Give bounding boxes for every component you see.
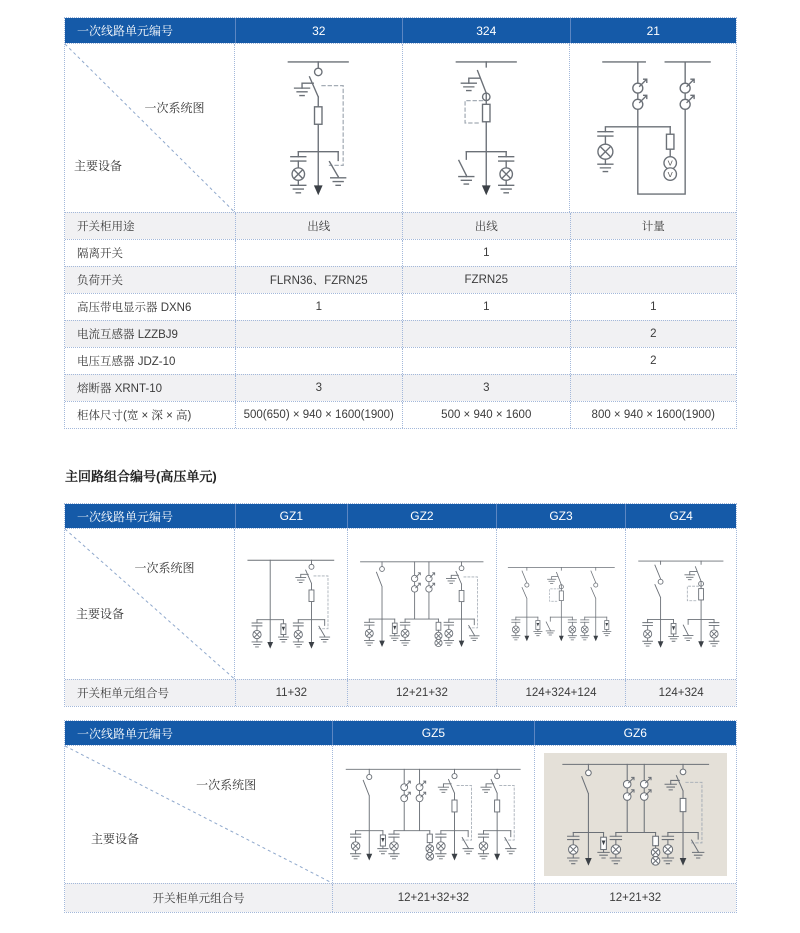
diagonal-line: [65, 746, 332, 883]
cell-value: FZRN25: [402, 267, 570, 293]
diagonal-split-header-cell: [65, 746, 332, 883]
circuit-diagram-gz6: [534, 746, 736, 883]
cell-value: [235, 321, 403, 347]
combo-value: 11+32: [235, 680, 348, 706]
table2-header-col-gz1: GZ1: [235, 504, 348, 528]
section-title: 主回路组合编号(高压单元): [65, 469, 217, 484]
diagonal-split-header-cell: [65, 529, 234, 679]
combo-value: 124+324: [625, 680, 736, 706]
row-label: 电流互感器 LZZBJ9: [77, 329, 178, 341]
table-row-load-switch: [65, 266, 736, 293]
circuit-diagram-gz4: [625, 529, 736, 679]
table3-combo-row: [65, 883, 736, 912]
row-label: 高压带电显示器 DXN6: [77, 302, 192, 314]
primary-system-diagram-label: 一次系统图: [144, 101, 205, 115]
row-label: 开关柜用途: [77, 221, 135, 233]
table-row-fuse: [65, 374, 736, 401]
circuit-diagram-gz1: [234, 529, 347, 679]
cell-value: 计量: [570, 213, 737, 239]
cell-value: [402, 321, 570, 347]
cell-value: 1: [402, 294, 570, 320]
combo-value: 12+21+32: [347, 680, 496, 706]
cell-value: 500(650) × 940 × 1600(1900): [235, 402, 403, 428]
row-label: 电压互感器 JDZ-10: [77, 356, 176, 368]
combo-row-label: 开关柜单元组合号: [152, 893, 245, 905]
svg-text:V: V: [668, 158, 674, 168]
cell-value: 1: [570, 294, 737, 320]
cell-value: [570, 375, 737, 401]
table2-header-row: [65, 504, 736, 528]
primary-system-diagram-label: 一次系统图: [196, 778, 257, 792]
table3-header-row: [65, 721, 736, 745]
diagonal-line: [65, 44, 234, 212]
cell-value: 500 × 940 × 1600: [402, 402, 570, 428]
table1-diagram-row: [65, 43, 736, 212]
cell-value: 2: [570, 321, 737, 347]
circuit-diagram-gz3: [496, 529, 626, 679]
cell-value: [402, 348, 570, 374]
table-row-current-transformer: [65, 320, 736, 347]
circuit-diagram-gz5: [332, 746, 533, 883]
row-label: 熔断器 XRNT-10: [77, 383, 162, 395]
main-equipment-label: 主要设备: [91, 832, 140, 846]
combo-table-gz1-gz4: [64, 503, 737, 707]
diagonal-split-header-cell: [65, 44, 234, 212]
table-row-cabinet-size: [65, 401, 736, 428]
table3-header-label: 一次线路单元编号: [65, 721, 332, 745]
cell-value: 2: [570, 348, 737, 374]
unit-spec-table: [64, 17, 737, 429]
table2-header-col-gz4: GZ4: [625, 504, 736, 528]
cell-value: 出线: [235, 213, 403, 239]
table1-header-col-21: 21: [570, 18, 737, 43]
cell-value: 3: [235, 375, 403, 401]
circuit-diagram-unit-21: [569, 44, 736, 212]
table3-header-col-gz6: GZ6: [534, 721, 736, 745]
table1-header-col-32: 32: [235, 18, 403, 43]
table3-diagram-row: [65, 745, 736, 883]
table1-header-label: 一次线路单元编号: [65, 18, 235, 43]
table2-combo-row: [65, 679, 736, 706]
table-row-isolator: [65, 239, 736, 266]
table1-header-col-324: 324: [402, 18, 570, 43]
combo-value: 124+324+124: [496, 680, 626, 706]
cell-value: 1: [402, 240, 570, 266]
cell-value: [570, 240, 737, 266]
combo-value: 12+21+32+32: [332, 884, 533, 912]
cell-value: [235, 240, 403, 266]
primary-system-diagram-label: 一次系统图: [134, 561, 195, 575]
circuit-diagram-gz2: [347, 529, 496, 679]
diagonal-line: [65, 529, 234, 679]
cell-value: FLRN36、FZRN25: [235, 267, 403, 293]
table2-header-label: 一次线路单元编号: [65, 504, 235, 528]
main-equipment-label: 主要设备: [74, 159, 123, 173]
table2-header-col-gz3: GZ3: [496, 504, 626, 528]
cell-value: [570, 267, 737, 293]
table1-header-row: [65, 18, 736, 43]
combo-table-gz5-gz6: [64, 720, 737, 913]
cell-value: 1: [235, 294, 403, 320]
table-row-voltage-indicator: [65, 293, 736, 320]
cell-value: [235, 348, 403, 374]
cell-value: 出线: [402, 213, 570, 239]
table2-header-col-gz2: GZ2: [347, 504, 496, 528]
row-label: 柜体尺寸(宽 × 深 × 高): [77, 410, 192, 422]
spacer: [64, 707, 737, 720]
table3-header-col-gz5: GZ5: [332, 721, 533, 745]
combo-row-label: 开关柜单元组合号: [77, 688, 169, 700]
circuit-diagram-unit-324: [402, 44, 570, 212]
row-label: 负荷开关: [77, 275, 123, 287]
table2-diagram-row: [65, 528, 736, 679]
svg-text:V: V: [668, 169, 674, 179]
cell-value: 800 × 940 × 1600(1900): [570, 402, 737, 428]
table-row-voltage-transformer: [65, 347, 736, 374]
cell-value: 3: [402, 375, 570, 401]
table-row-usage: [65, 212, 736, 239]
combo-value: 12+21+32: [534, 884, 736, 912]
main-equipment-label: 主要设备: [76, 607, 125, 621]
row-label: 隔离开关: [77, 248, 123, 260]
circuit-diagram-unit-32: [234, 44, 402, 212]
